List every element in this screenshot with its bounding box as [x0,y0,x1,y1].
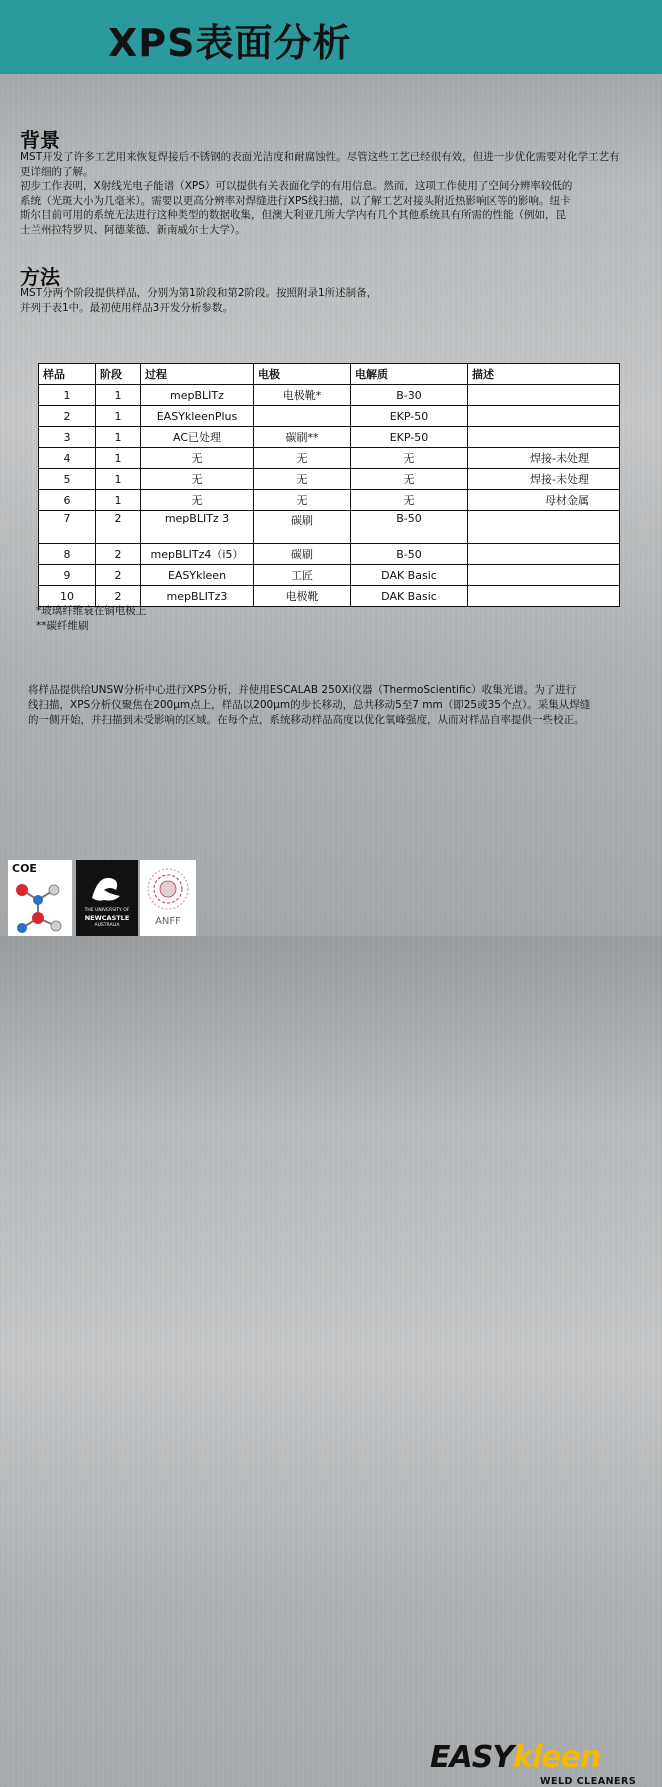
cell-electrode: 工匠 [254,565,351,586]
cell-electrolyte: 无 [351,448,468,469]
cell-stage: 2 [96,511,141,544]
cell-sample: 3 [39,427,96,448]
background-line: 斯尔目前可用的系统无法进行这种类型的数据收集，但澳大利亚几所大学内有几个其他系统具有所需的性能（例如，昆 [20,209,566,222]
brand-easy: EASY [430,1740,514,1775]
cell-electrolyte: B-30 [351,385,468,406]
cell-electrolyte: B-50 [351,511,468,544]
cell-electrode: 碳刷 [254,511,351,544]
cell-electrolyte: DAK Basic [351,565,468,586]
col-header-stage: 阶段 [96,364,141,385]
col-header-sample: 样品 [39,364,96,385]
cell-electrolyte: B-50 [351,544,468,565]
cell-description: 焊接-未处理 [468,469,620,490]
anff-logo [140,860,196,936]
cell-electrolyte: 无 [351,490,468,511]
newcastle-line2: NEWCASTLE [84,914,130,922]
cell-process: 无 [141,490,254,511]
cell-electrolyte: DAK Basic [351,586,468,607]
background-line: 士兰州拉特罗贝、阿德莱德、新南威尔士大学）。 [20,223,246,236]
cell-process: EASYkleen [141,565,254,586]
cell-electrode: 电极靴 [254,586,351,607]
cell-sample: 8 [39,544,96,565]
footnote-2: **碳纤维刷 [36,620,89,632]
cell-sample: 2 [39,406,96,427]
cell-sample: 10 [39,586,96,607]
method-heading: 方法 [20,265,60,289]
analysis-paragraph [28,683,628,728]
background-line: 初步工作表明，X射线光电子能谱（XPS）可以提供有关表面化学的有用信息。然而，这项工作使用了空间分辨率较低的 [20,180,573,193]
cell-electrode: 无 [254,448,351,469]
cell-electrode: 碳刷** [254,427,351,448]
cell-description: 焊接-未处理 [468,448,620,469]
brand-kleen: kleen [513,1740,601,1775]
cell-electrolyte: EKP-50 [351,406,468,427]
cell-process: mepBLITz3 [141,586,254,607]
background-heading: 背景 [20,128,60,152]
cell-stage: 2 [96,565,141,586]
cell-stage: 1 [96,469,141,490]
analysis-line: 的一侧开始，并扫描到未受影响的区域。在每个点，系统移动样品高度以优化氧峰强度，从而对样品自率提供一些校正。 [28,714,585,726]
cell-description [468,565,620,586]
cell-sample: 7 [39,511,96,544]
cell-electrolyte: 无 [351,469,468,490]
cell-process: mepBLITz [141,385,254,406]
cell-process: 无 [141,469,254,490]
table-row [39,406,620,427]
cell-process: 无 [141,448,254,469]
cell-sample: 9 [39,565,96,586]
samples-table [38,363,620,607]
cell-electrode: 无 [254,490,351,511]
cell-sample: 6 [39,490,96,511]
cell-process: mepBLITz 3 [141,511,254,544]
table-row [39,427,620,448]
background-line: 系统（光斑大小为几毫米）。需要以更高分辨率对焊缝进行XPS线扫描，以了解工艺对接头附近热影响区等的影响。纽卡 [20,194,571,207]
cell-description [468,385,620,406]
table-row [39,511,620,544]
method-paragraph [20,286,645,315]
molecule-icon [8,876,72,936]
newcastle-line3: AUSTRALIA [94,923,120,928]
method-line: 并列于表1中。最初使用样品3开发分析参数。 [20,301,233,314]
cell-process: EASYkleenPlus [141,406,254,427]
table-row [39,385,620,406]
cell-stage: 1 [96,448,141,469]
coe-logo-text: COE [12,862,37,875]
easykleen-logo [430,1740,600,1775]
footnote-1: *玻璃纤维衰在铜电极上 [36,605,147,617]
col-header-electrolyte: 电解质 [351,364,468,385]
cell-sample: 5 [39,469,96,490]
newcastle-line1: THE UNIVERSITY OF [84,908,130,913]
cell-sample: 4 [39,448,96,469]
background-line: MST开发了许多工艺用来恢复焊接后不锈钢的表面光洁度和耐腐蚀性。尽管这些工艺已经很有效，但进一步优化需要对化学工艺有 [20,151,620,163]
table-row [39,544,620,565]
anff-text: ANFF [155,916,181,927]
cell-electrolyte: EKP-50 [351,427,468,448]
cell-electrode: 无 [254,469,351,490]
background-line: 更详细的了解。 [20,165,94,178]
method-line: MST分两个阶段提供样品，分别为第1阶段和第2阶段。按照附录1所述制备， [20,287,378,299]
cell-stage: 1 [96,427,141,448]
cell-stage: 1 [96,406,141,427]
cell-electrode: 电极靴* [254,385,351,406]
footer [0,860,662,1787]
cell-sample: 1 [39,385,96,406]
table-row [39,469,620,490]
table-header-row [39,364,620,385]
cell-description [468,544,620,565]
coe-logo [8,860,72,936]
anff-sphere-icon [140,864,196,914]
newcastle-logo [76,860,138,936]
cell-stage: 2 [96,544,141,565]
table-row [39,490,620,511]
table-row [39,565,620,586]
cell-electrode [254,406,351,427]
header-banner [0,0,662,74]
cell-description: 母材金属 [468,490,620,511]
cell-description [468,586,620,607]
cell-stage: 1 [96,385,141,406]
newcastle-crest-icon [76,868,138,908]
table-row [39,448,620,469]
cell-stage: 1 [96,490,141,511]
col-header-electrode: 电极 [254,364,351,385]
background-paragraph [20,150,645,238]
cell-electrode: 碳刷 [254,544,351,565]
cell-process: AC已处理 [141,427,254,448]
col-header-process: 过程 [141,364,254,385]
cell-description [468,511,620,544]
brand-tagline: WELD CLEANERS [540,1776,637,1787]
cell-process: mepBLITz4（i5） [141,544,254,565]
col-header-description: 描述 [468,364,620,385]
cell-description [468,406,620,427]
analysis-line: 将样品提供给UNSW分析中心进行XPS分析，并使用ESCALAB 250Xi仪器（ThermoScientific）收集光谱。为了进行 [28,684,577,696]
analysis-line: 线扫描，XPS分析仪聚焦在200μm点上，样品以200μm的步长移动，总共移动5至7 mm（即25或35个点）。采集从焊缝 [28,699,591,711]
cell-description [468,427,620,448]
page-title: XPS表面分析 [108,21,352,65]
cell-stage: 2 [96,586,141,607]
